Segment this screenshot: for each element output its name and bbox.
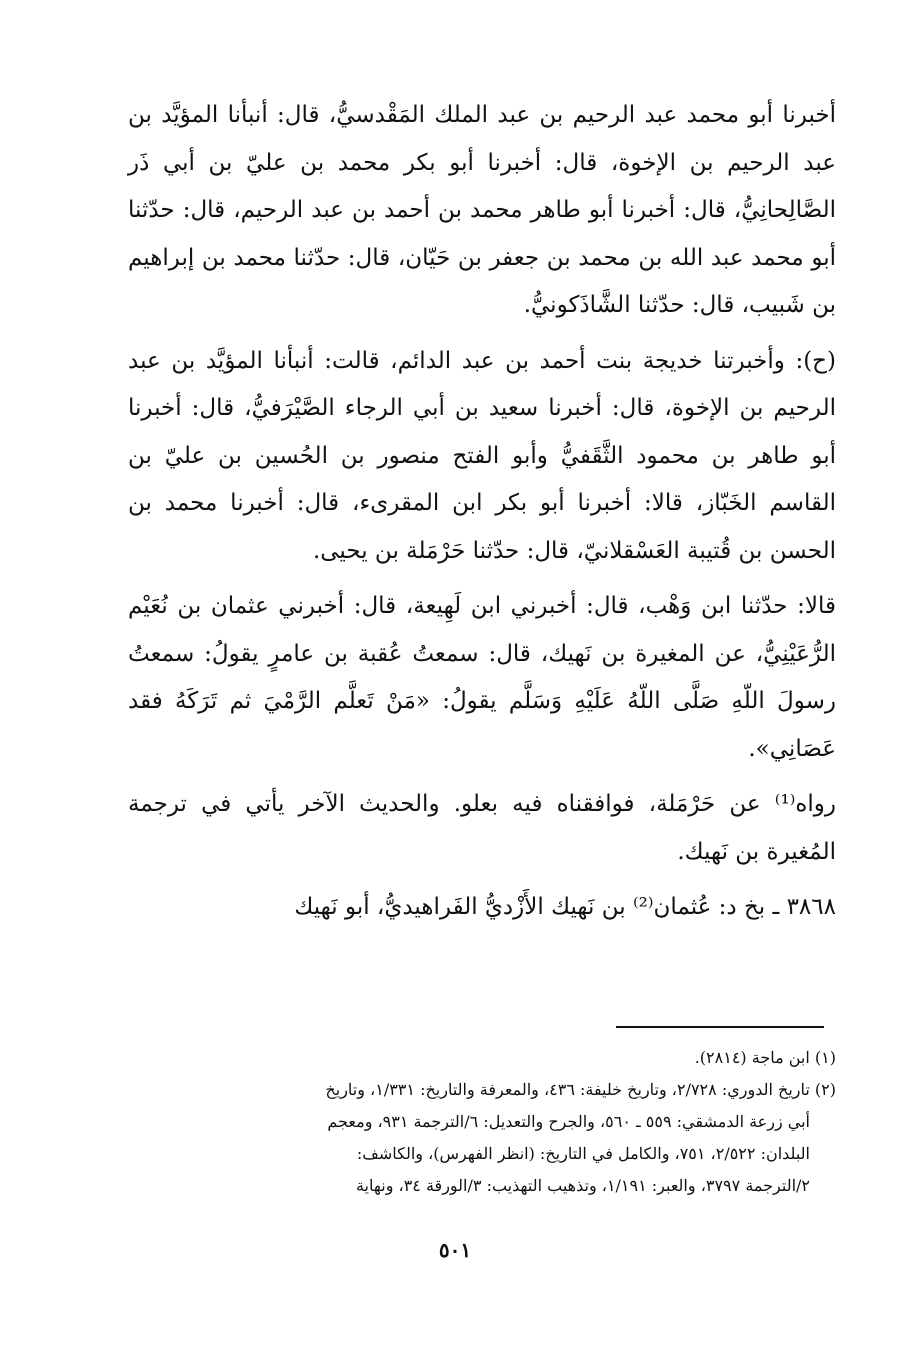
paragraph-hadith: قالا: حدّثنا ابن وَهْب، قال: أخبرني ابن لَهِيعة، قال: أخبرني عثمان بن نُعَيْم الرُّعَيْنِيُّ، عن المغيرة بن نَهيك، قال: سمعتُ عُقبة بن عامرٍ يقولُ: سمعتُ رسولَ اللّهِ صَلَّى اللّهُ عَلَيْهِ وَسَلَّم يقولُ: «مَنْ تَعلَّم الرَّمْيَ ثم تَرَكَهُ فقد عَصَانِي». (128, 593, 836, 762)
page-number: ٥٠١ (438, 1238, 472, 1262)
footnote-2-line-3: البلدان: ٢/٥٢٢، ٧٥١، والكامل في التاريخ: (انظر الفهرس)، والكاشف: (356, 1144, 810, 1163)
footnote-separator (616, 1026, 824, 1028)
footnote-2-line-4: ٢/الترجمة ٣٧٩٧، والعبر: ١/١٩١، وتذهيب التهذيب: ٣/الورقة ٣٤، ونهاية (355, 1176, 810, 1195)
footnote-2-line-1: (٢) تاريخ الدوري: ٢/٧٢٨، وتاريخ خليفة: ٤٣٦، والمعرفة والتاريخ: ١/٣٣١، وتاريخ (325, 1080, 836, 1099)
paragraph-narration-note: رواه⁽¹⁾ عن حَرْمَلة، فوافقناه فيه بعلو. والحديث الآخر يأتي في ترجمة المُغيرة بن نَهيك. (128, 791, 836, 865)
paragraph-isnad-1: أخبرنا أبو محمد عبد الرحيم بن عبد الملك المَقْدسيُّ، قال: أنبأنا المؤيَّد بن عبد الرحيم بن الإخوة، قال: أخبرنا أبو بكر محمد بن عليّ بن أبي ذَر الصَّالِحانِيُّ، قال: أخبرنا أبو طاهر محمد بن أحمد بن عبد الرحيم، قال: حدّثنا أبو محمد عبد الله بن محمد بن جعفر بن حَيّان، قال: حدّثنا محمد بن إبراهيم بن شَبيب، قال: حدّثنا الشَّاذَكونيُّ. (128, 102, 836, 318)
main-text (128, 92, 836, 940)
footnote-2-line-2: أبي زرعة الدمشقي: ٥٥٩ ـ ٥٦٠، والجرح والتعديل: ٦/الترجمة ٩٣١، ومعجم (327, 1112, 810, 1131)
entry-heading: ٣٨٦٨ ـ بخ د: عُثمان⁽²⁾ بن نَهيك الأَزْديُّ الفَراهيديُّ، أبو نَهيك (294, 894, 836, 920)
footnote-1: (١) ابن ماجة (٢٨١٤). (694, 1048, 836, 1067)
footnotes (132, 1042, 836, 1202)
paragraph-isnad-2: (ح): وأخبرتنا خديجة بنت أحمد بن عبد الدائم، قالت: أنبأنا المؤيَّد بن عبد الرحيم بن الإخوة، قال: أخبرنا سعيد بن أبي الرجاء الصَّيْرَفيُّ، قال: أخبرنا أبو طاهر بن محمود الثَّقَفيُّ وأبو الفتح منصور بن الحُسين بن عليّ بن القاسم الخَبّاز، قالا: أخبرنا أبو بكر ابن المقرىء، قال: أخبرنا محمد بن الحسن بن قُتيبة العَسْقلانيّ، قال: حدّثنا حَرْمَلة بن يحيى. (128, 347, 836, 564)
